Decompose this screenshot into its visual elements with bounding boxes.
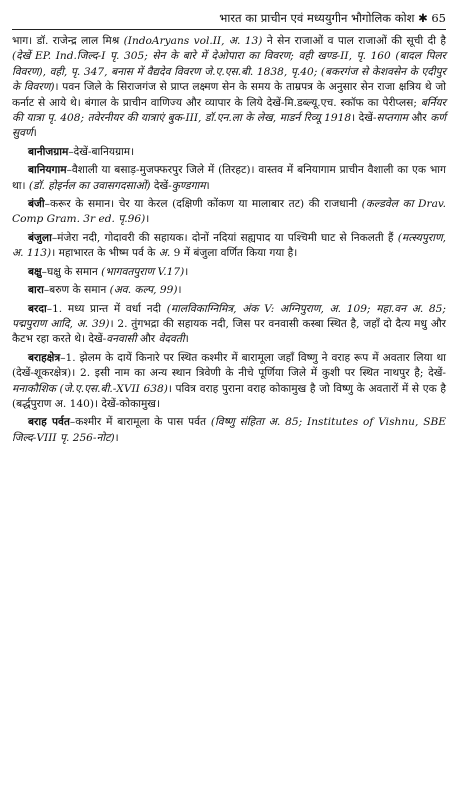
entry-headword: बराह पर्वत [28,416,70,429]
entry-baniyagam [12,163,446,194]
entry-bara [12,283,446,298]
entry-headword: बंजी [28,198,45,211]
entry-body: –वैशाली या बसाड़-मुजफ्फरपुर जिले में (तिरहट)। वास्तव में बनियागाम प्राचीन वैशाली का एक भाग था। (डॉ. होइर्नल का उवासगदसाओं) देखें-कुण्डगाम। [12,164,446,192]
entry-headword: बंजुला [28,231,52,244]
entry-body: –घक्षु के समान (भागवतपुराण V.17)। [41,265,189,278]
entry-barahkshetra [12,351,446,413]
entry-list [12,34,446,446]
entry-banji [12,197,446,228]
entry-body: –बरुण के समान (अव. कल्प, 99)। [43,284,182,297]
entry-headword: बक्षु [28,265,42,278]
entry-body: भाग। डॉ. राजेन्द्र लाल मिश्र (IndoAryans vol.II, अ. 13) ने सेन राजाओं व पाल राजाओं की सूची दी है (देखें EP. Ind.जिल्द-I पृ. 305; सेन के बारे में देओपारा का विवरण; वही खण्ड-II, पृ. 160 (बादल पिलर विवरण), वही, पृ. 347, बनास में वैद्यदेव विवरण जे.ए.एस.बी. 1838, पृ.40; (बकरगंज से केशवसेन के एदीपुर के विवरण)। पवन जिले के सिराजगंज से प्राप्त लक्ष्मण सेन के समय के ताम्रपत्र के अनुसार सेन राजा क्षत्रिय थे जो कर्नाट से आये थे। बंगाल के प्राचीन वाणिज्य और व्यापार के लिये देखें-मि.डब्ल्यू.एच. स्कॉफ का पेरीप्लस; बर्नियर की यात्रा पृ. 408; तवेरनीयर की यात्राएं बुक-III, डॉ.एन.ला के लेख, माडर्न रिव्यू 1918। देखें-सप्तगाम और कर्ण सुवर्ण। [12,35,446,140]
entry-headword: बरदा [28,302,47,315]
entry-headword: बानीजग्राम [28,145,69,158]
entry-bakshu [12,265,446,280]
entry-barah-parvat [12,415,446,446]
entry-body: –कश्मीर में बारामूला के पास पर्वत (विष्णु संहिता अ. 85; Institutes of Vishnu, SBE जिल्द-VIII पृ. 256-नोट)। [12,416,446,444]
page-number: ✱ 65 [418,11,446,25]
entry-headword: बानियगाम [28,164,67,177]
entry-headword: बारा [28,284,44,297]
entry-banjula [12,231,446,262]
entry-body: –देखें-बानियग्राम। [68,145,135,158]
entry-barda [12,302,446,348]
running-header [12,10,446,30]
entry-banijgram [12,145,446,160]
entry-body: –1. झेलम के दायें किनारे पर स्थित कश्मीर में बारामूला जहाँ विष्णु ने वराह रूप में अवतार लिया था (देखें-शूकरक्षेत्र)। 2. इसी नाम का अन्य स्थान त्रिवेणी के नीचे पूर्णिया जिले में कुशी पर स्थित नाथपुर है; देखें-मनाकौशिक (जे.ए.एस.बी.-XVII 638)। पवित्र वराह पुराना वराह कोकामुख है जो विष्णु के अवतारों में से एक है (बर्द्धपुराण अ. 140)। देखें-कोकामुख। [12,351,446,410]
entry-continuation [12,34,446,142]
book-title: भारत का प्राचीन एवं मध्ययुगीन भौगोलिक कोश [219,11,415,25]
entry-body: –करूर के समान। चेर या केरल (दक्षिणी कोंकण या मालाबार तट) की राजधानी (कल्डवेल का Drav. Comp Gram. 3r ed. पृ.96)। [12,198,446,226]
entry-body: –मंजेरा नदी, गोदावरी की सहायक। दोनों नदियां सह्यपाद या पश्चिमी घाट से निकलती हैं (मत्स्यपुराण, अ. 113)। महाभारत के भीष्म पर्व के अ. 9 में बंजुला वर्णित किया गया है। [12,231,446,260]
entry-body: –1. मध्य प्रान्त में वर्धा नदी (मालविकाग्निमित्र, अंक V: अग्निपुराण, अ. 109; महा.वन अ. 85; पद्मपुराण आदि, अ. 39)। 2. तुंगभद्रा की सहायक नदी, जिस पर वनवासी कस्बा स्थित है, जहाँ दो दैत्य मधु और कैटभ रहा करते थे। देखें-वनवासी और वेदवती। [12,302,446,346]
entry-headword: बराहक्षेत्र [28,351,61,364]
